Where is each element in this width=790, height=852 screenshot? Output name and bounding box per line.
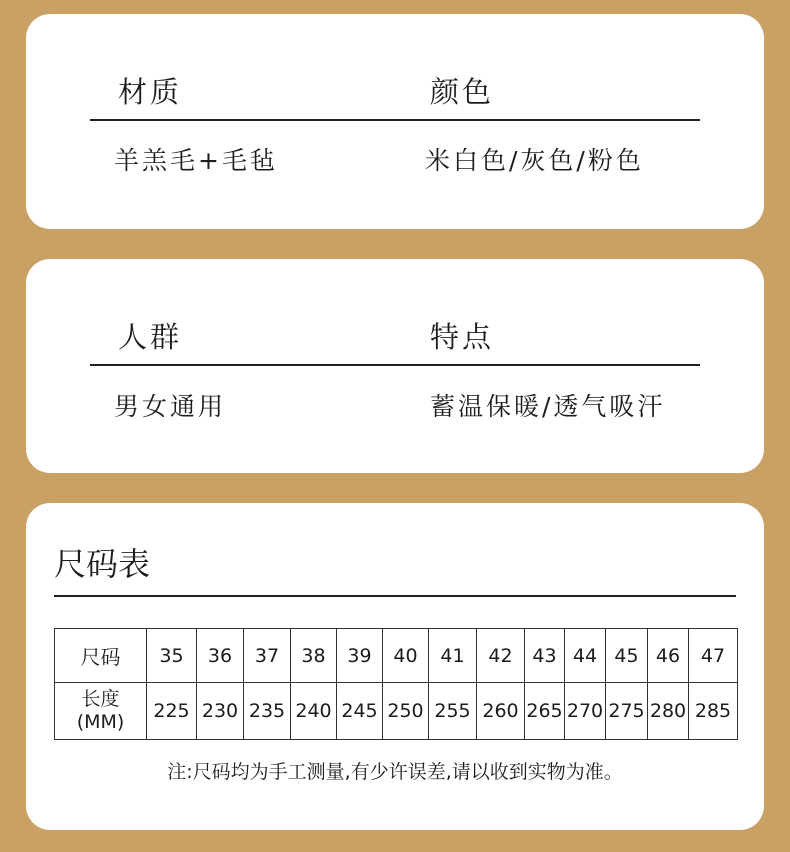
color-value: 米白色/灰色/粉色 xyxy=(425,146,644,175)
size-chart-card xyxy=(26,503,764,830)
size-table xyxy=(54,628,738,740)
card2-divider xyxy=(90,364,700,366)
size-cell: 40 xyxy=(383,629,429,683)
size-cell: 46 xyxy=(648,629,689,683)
length-cell: 235 xyxy=(244,683,291,740)
size-cell: 37 xyxy=(244,629,291,683)
size-cell: 42 xyxy=(477,629,525,683)
length-header-line1: 长度 xyxy=(81,688,120,710)
material-color-card xyxy=(26,14,764,229)
size-cell: 36 xyxy=(197,629,244,683)
size-chart-divider xyxy=(54,595,736,597)
size-cell: 43 xyxy=(525,629,565,683)
length-row xyxy=(55,683,738,740)
size-row-header: 尺码 xyxy=(55,629,147,683)
size-chart-title: 尺码表 xyxy=(54,545,151,583)
color-label: 颜色 xyxy=(430,75,495,109)
size-cell: 39 xyxy=(337,629,383,683)
length-cell: 250 xyxy=(383,683,429,740)
length-row-header xyxy=(55,683,147,740)
size-cell: 38 xyxy=(291,629,337,683)
card1-divider xyxy=(90,119,700,121)
size-row xyxy=(55,629,738,683)
audience-label: 人群 xyxy=(118,320,183,354)
length-cell: 275 xyxy=(606,683,648,740)
length-cell: 280 xyxy=(648,683,689,740)
size-cell: 41 xyxy=(429,629,477,683)
length-cell: 245 xyxy=(337,683,383,740)
length-cell: 240 xyxy=(291,683,337,740)
feature-value: 蓄温保暖/透气吸汗 xyxy=(430,392,666,421)
length-cell: 260 xyxy=(477,683,525,740)
length-cell: 255 xyxy=(429,683,477,740)
length-cell: 285 xyxy=(689,683,738,740)
length-cell: 225 xyxy=(147,683,197,740)
size-cell: 44 xyxy=(565,629,606,683)
size-cell: 45 xyxy=(606,629,648,683)
length-cell: 270 xyxy=(565,683,606,740)
material-value: 羊羔毛+毛毡 xyxy=(114,146,278,175)
size-cell: 47 xyxy=(689,629,738,683)
length-cell: 230 xyxy=(197,683,244,740)
size-cell: 35 xyxy=(147,629,197,683)
size-note: 注:尺码均为手工测量,有少许误差,请以收到实物为准。 xyxy=(167,761,623,783)
audience-value: 男女通用 xyxy=(114,392,227,421)
length-header-line2: (MM) xyxy=(76,711,125,733)
feature-label: 特点 xyxy=(430,320,495,354)
audience-feature-card xyxy=(26,259,764,473)
material-label: 材质 xyxy=(118,75,183,109)
length-cell: 265 xyxy=(525,683,565,740)
